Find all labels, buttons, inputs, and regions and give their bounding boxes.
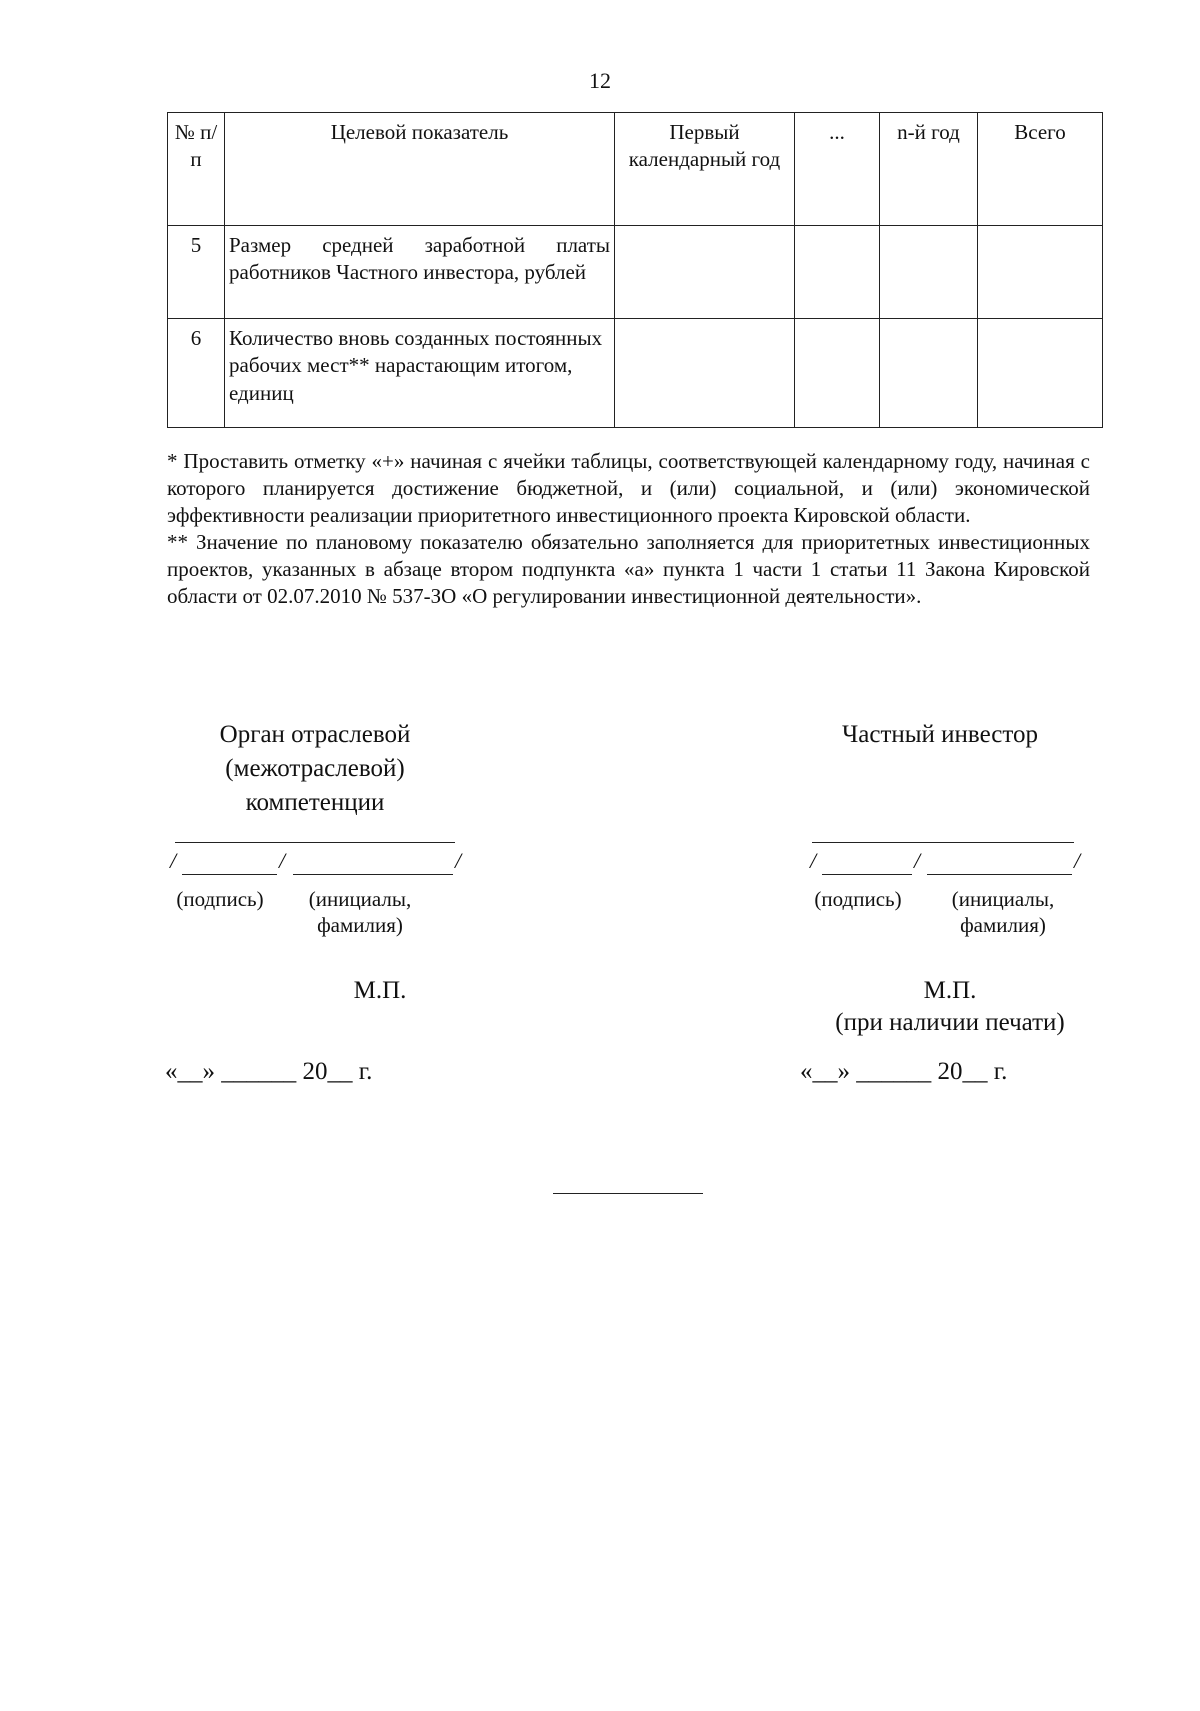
table-row xyxy=(168,319,1103,428)
cell-total xyxy=(978,319,1103,428)
footnotes xyxy=(167,448,1090,610)
left-stamp-label: М.П. xyxy=(353,977,407,1004)
header-number: № п/п xyxy=(168,113,225,226)
header-first-year: Первый календарный год xyxy=(615,113,795,226)
cell-ellipsis xyxy=(795,226,880,319)
table-header-row xyxy=(168,113,1103,226)
cell-first-year xyxy=(615,319,795,428)
page-number: 12 xyxy=(589,68,611,93)
cell-total xyxy=(978,226,1103,319)
table-row xyxy=(168,226,1103,319)
right-signature-rule xyxy=(812,842,1074,843)
left-signature-rule xyxy=(175,842,455,843)
left-signature-caption: (подпись) xyxy=(176,887,264,911)
cell-first-year xyxy=(615,226,795,319)
cell-ellipsis xyxy=(795,319,880,428)
left-signature-line xyxy=(182,874,277,875)
right-name-line xyxy=(927,874,1072,875)
right-slash-3: / xyxy=(1074,848,1081,873)
header-nth-year: n-й год xyxy=(880,113,978,226)
right-signature-line xyxy=(822,874,912,875)
row-indicator: Размер средней заработной платы работников Частного инвестора, рублей xyxy=(225,226,615,319)
end-rule xyxy=(553,1193,703,1194)
cell-nth-year xyxy=(880,319,978,428)
left-slash-1: / xyxy=(170,848,177,873)
right-stamp-label: М.П. xyxy=(923,977,977,1004)
right-date-line: «__» ______ 20__ г. xyxy=(800,1058,1008,1085)
footnote-2: ** Значение по плановому показателю обязательно заполняется для приоритетных инвестиционных проектов, указанных в абзаце втором подпункта «а» пункта 1 части 1 статьи 11 Закона Кировской области от 02.07.2010 № 537-ЗО «О регулировании инвестиционной деятельности». xyxy=(167,530,1090,608)
row-number: 5 xyxy=(168,226,225,319)
right-signature-caption: (подпись) xyxy=(814,887,902,911)
header-total: Всего xyxy=(978,113,1103,226)
footnote-1: * Проставить отметку «+» начиная с ячейки таблицы, соответствующей календарному году, начиная с которого планируется достижение бюджетной, и (или) социальной, и (или) экономической эффективности реализации приоритетного инвестиционного проекта Кировской области. xyxy=(167,449,1090,527)
header-ellipsis: ... xyxy=(795,113,880,226)
cell-nth-year xyxy=(880,226,978,319)
row-number: 6 xyxy=(168,319,225,428)
left-slash-2: / xyxy=(279,848,286,873)
header-indicator: Целевой показатель xyxy=(225,113,615,226)
left-name-caption: (инициалы, фамилия) xyxy=(308,887,412,937)
left-signatory-title: Орган отраслевой (межотраслевой) компетенции xyxy=(219,721,411,816)
right-slash-1: / xyxy=(810,848,817,873)
right-name-caption: (инициалы, фамилия) xyxy=(951,887,1055,937)
row-indicator: Количество вновь созданных постоянных рабочих мест** нарастающим итогом, единиц xyxy=(225,319,615,428)
indicators-table xyxy=(167,112,1103,428)
left-name-line xyxy=(293,874,453,875)
left-date-line: «__» ______ 20__ г. xyxy=(165,1058,373,1085)
right-slash-2: / xyxy=(914,848,921,873)
right-stamp-note: (при наличии печати) xyxy=(835,1009,1065,1036)
right-signatory-title: Частный инвестор xyxy=(842,721,1038,748)
left-slash-3: / xyxy=(455,848,462,873)
